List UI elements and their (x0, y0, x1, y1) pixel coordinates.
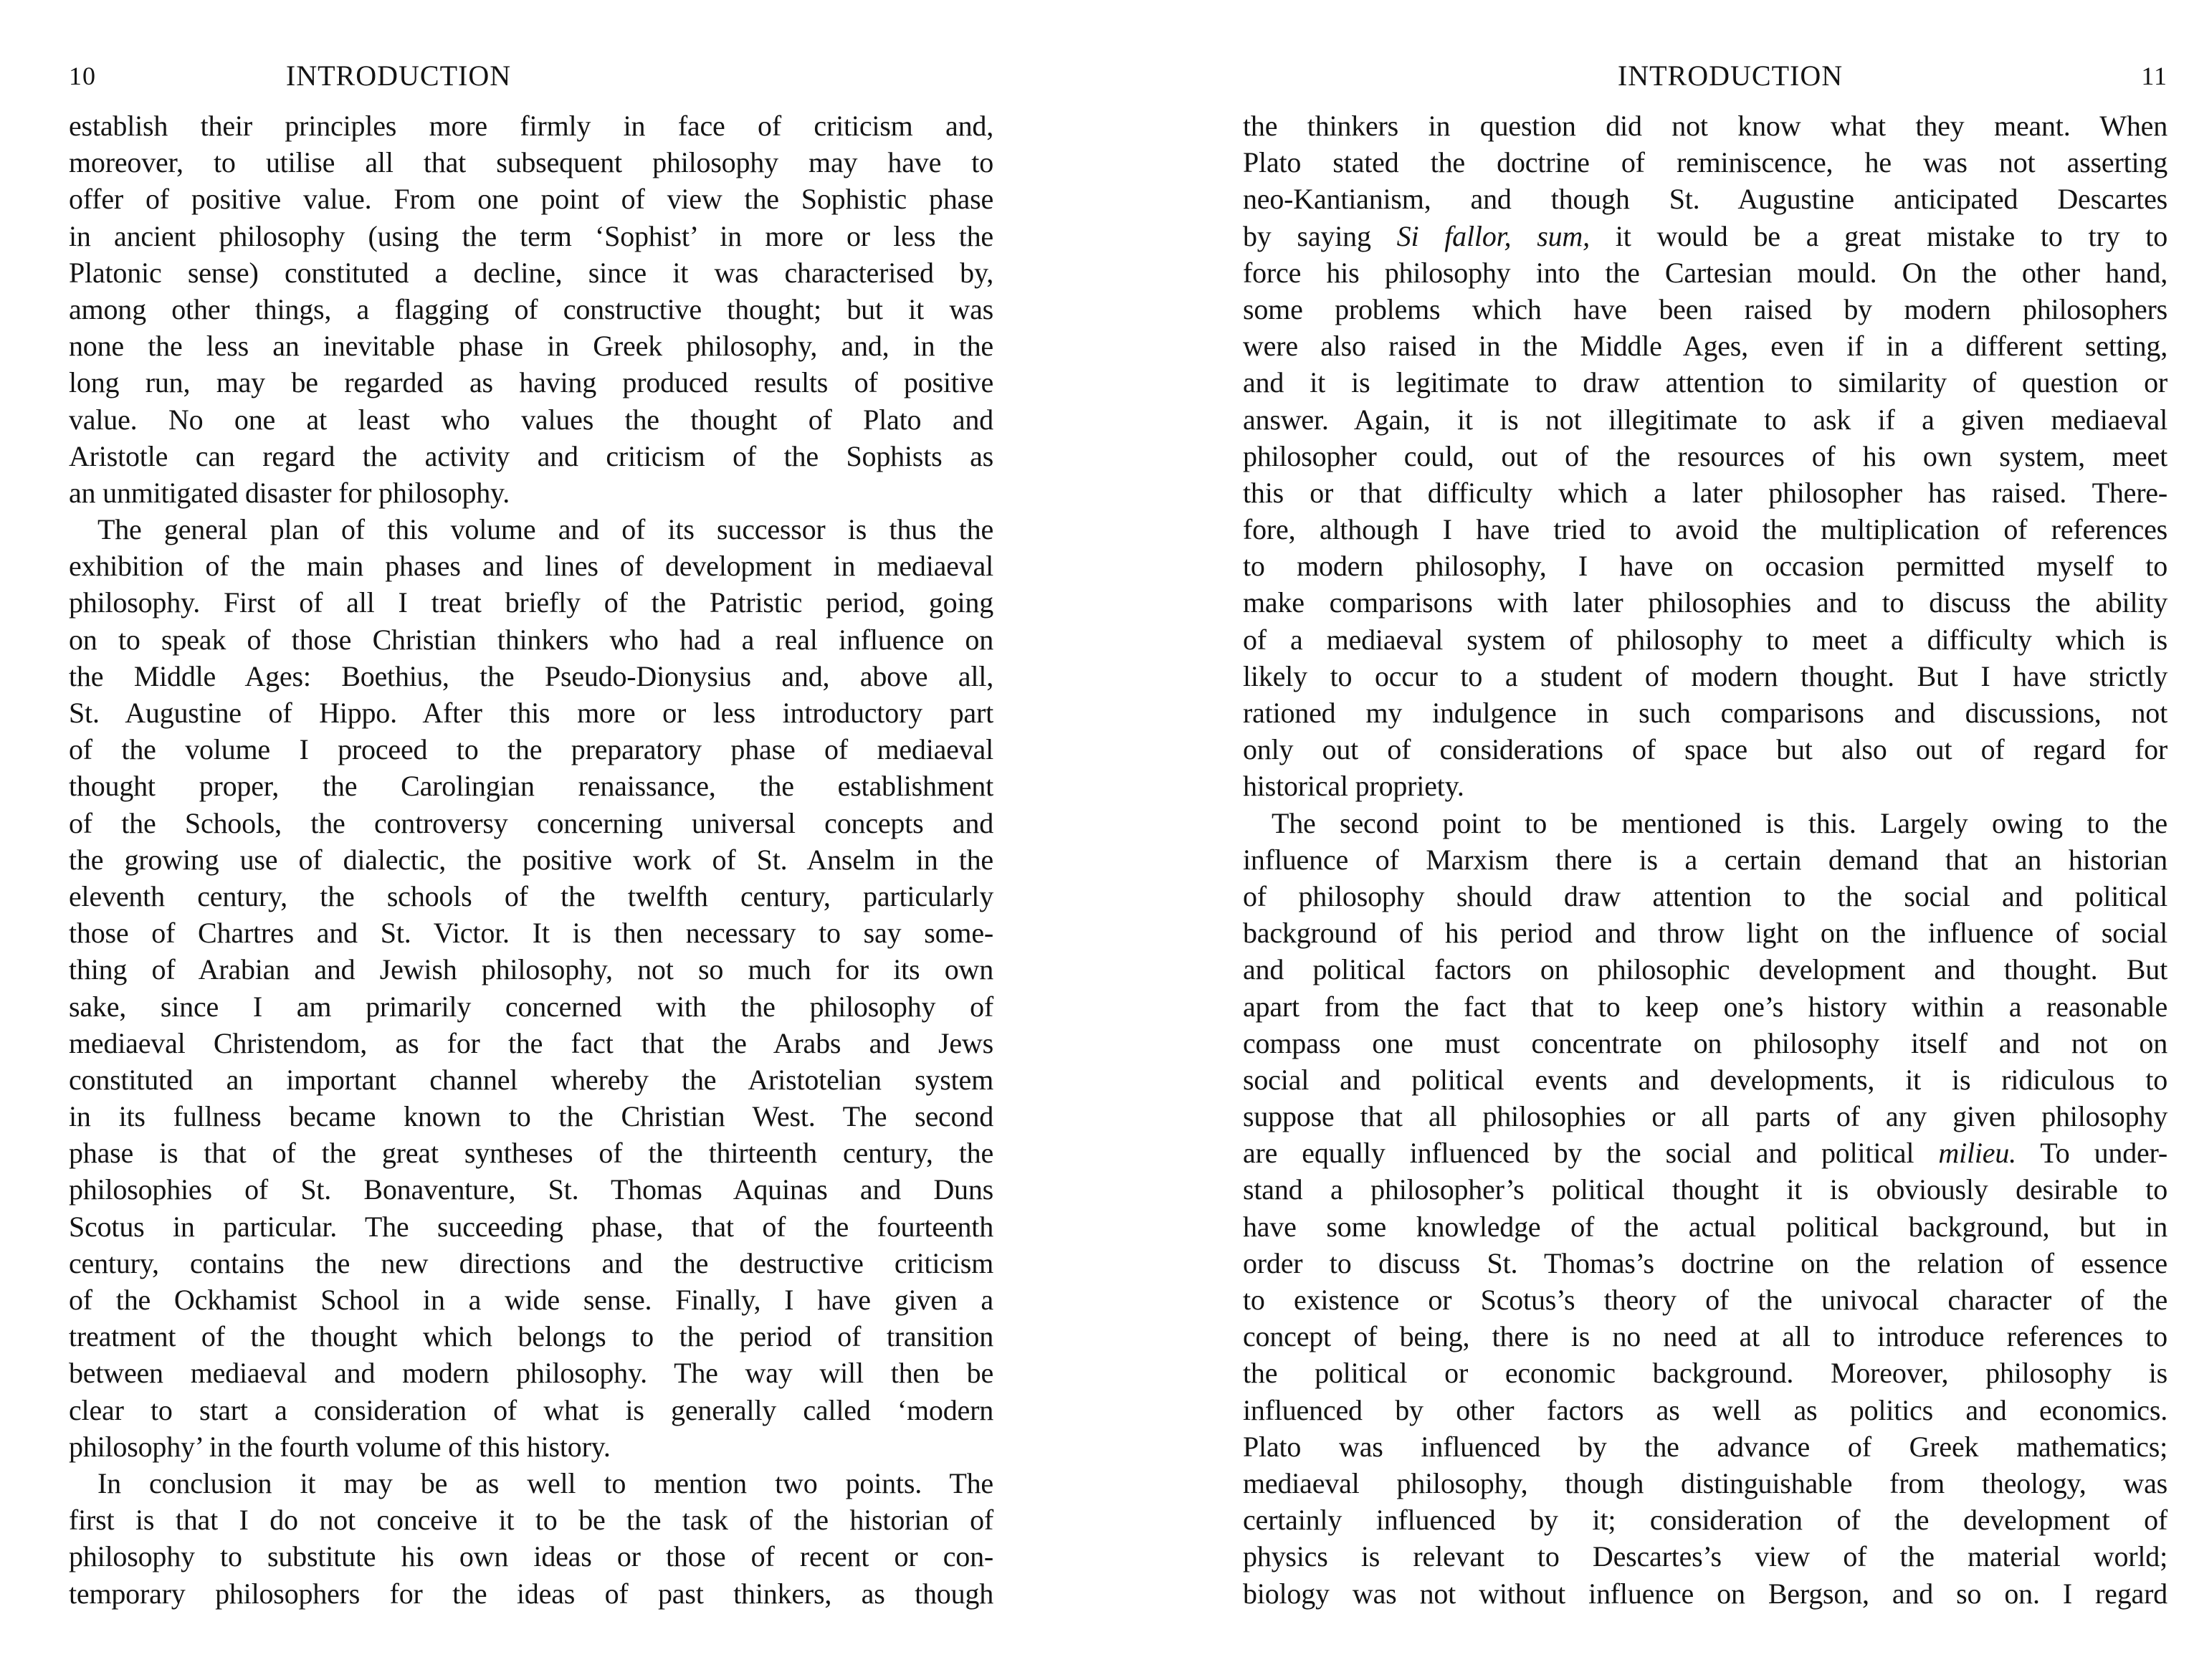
text-line: philosophy to substitute his own ideas or those of recent or con- (69, 1540, 993, 1573)
right-page-number: 11 (2141, 62, 2167, 90)
text-line: in ancient philosophy (using the term ‘Sophist’ in more or less the (69, 219, 993, 252)
text-line: of the Ockhamist School in a wide sense. Finally, I have given a (69, 1284, 993, 1316)
text-line: this or that difficulty which a later philosopher has raised. There- (1243, 476, 2167, 509)
text-line: the growing use of dialectic, the positive work of St. Anselm in the (69, 843, 993, 876)
text-line: answer. Again, it is not illegitimate to ask if a given mediaeval (1243, 403, 2167, 436)
text-line: to existence or Scotus’s theory of the univocal character of the (1243, 1284, 2167, 1316)
text-line: influence of Marxism there is a certain demand that an historian (1243, 843, 2167, 876)
text-line: St. Augustine of Hippo. After this more or less introductory part (69, 697, 993, 729)
text-line: philosophies of St. Bonaventure, St. Thomas Aquinas and Duns (69, 1173, 993, 1206)
text-line: constituted an important channel whereby the Aristotelian system (69, 1063, 993, 1096)
left-page-number: 10 (69, 62, 96, 90)
line-fragment: by saying (1243, 219, 1397, 252)
text-line: historical propriety. (1243, 770, 1464, 803)
text-line: mediaeval Christendom, as for the fact that the Arabs and Jews (69, 1026, 993, 1059)
right-page-body (1243, 108, 2167, 1612)
text-line: Plato was influenced by the advance of Greek mathematics; (1243, 1430, 2167, 1463)
line-fragment: it would be a great mistake to try to (1589, 219, 2167, 252)
text-line: philosophy’ in the fourth volume of this history. (69, 1430, 611, 1463)
text-line: compass one must concentrate on philosophy itself and not on (1243, 1026, 2167, 1059)
text-line: temporary philosophers for the ideas of past thinkers, as though (69, 1577, 993, 1610)
left-page (69, 0, 993, 1680)
text-line: thing of Arabian and Jewish philosophy, not so much for its own (69, 953, 993, 986)
text-line: influenced by other factors as well as politics and economics. (1243, 1393, 2167, 1426)
text-line: force his philosophy into the Cartesian mould. On the other hand, (1243, 256, 2167, 289)
text-line: phase is that of the great syntheses of the thirteenth century, the (69, 1137, 993, 1170)
text-line: Platonic sense) constituted a decline, since it was characterised by, (69, 256, 993, 289)
text-line: likely to occur to a student of modern thought. But I have strictly (1243, 659, 2167, 692)
text-line: The general plan of this volume and of its successor is thus the (97, 513, 993, 546)
text-line: on to speak of those Christian thinkers who had a real influence on (69, 623, 993, 656)
text-line: the thinkers in question did not know what they meant. When (1243, 110, 2167, 142)
text-line: mediaeval philosophy, though distinguishable from theology, was (1243, 1466, 2167, 1499)
text-line: Plato stated the doctrine of reminiscence, he was not asserting (1243, 146, 2167, 179)
text-line: suppose that all philosophies or all parts of any given philosophy (1243, 1100, 2167, 1133)
text-line: only out of considerations of space but also out of regard for (1243, 733, 2167, 766)
text-line: rationed my indulgence in such comparisons and discussions, not (1243, 697, 2167, 729)
text-line (1243, 218, 2167, 254)
text-line: the Middle Ages: Boethius, the Pseudo-Dionysius and, above all, (69, 659, 993, 692)
text-line: concept of being, there is no need at all to introduce references to (1243, 1320, 2167, 1353)
text-line: establish their principles more firmly in face of criticism and, (69, 110, 993, 142)
text-line: philosopher could, out of the resources of his own system, meet (1243, 439, 2167, 472)
text-line: philosophy. First of all I treat briefly of the Patristic period, going (69, 586, 993, 619)
text-line: between mediaeval and modern philosophy. The way will then be (69, 1357, 993, 1390)
text-line: Scotus in particular. The succeeding phase, that of the fourteenth (69, 1210, 993, 1243)
text-line: and political factors on philosophic development and thought. But (1243, 953, 2167, 986)
text-line: those of Chartres and St. Victor. It is then necessary to say some- (69, 917, 993, 950)
text-line: biology was not without influence on Bergson, and so on. I regard (1243, 1577, 2167, 1610)
line-fragment: are equally influenced by the social and political (1243, 1137, 1939, 1170)
text-line: social and political events and developments, it is ridiculous to (1243, 1063, 2167, 1096)
text-line: some problems which have been raised by modern philosophers (1243, 292, 2167, 325)
text-line: of the volume I proceed to the preparatory phase of mediaeval (69, 733, 993, 766)
text-line: background of his period and throw light on the influence of social (1243, 917, 2167, 950)
text-line: apart from the fact that to keep one’s history within a reasonable (1243, 990, 2167, 1023)
text-line: first is that I do not conceive it to be the task of the historian of (69, 1504, 993, 1537)
text-line: make comparisons with later philosophies and to discuss the ability (1243, 586, 2167, 619)
left-page-body (69, 108, 993, 1612)
text-line: physics is relevant to Descartes’s view of the material world; (1243, 1540, 2167, 1573)
text-line: an unmitigated disaster for philosophy. (69, 476, 510, 509)
text-line: exhibition of the main phases and lines of development in mediaeval (69, 550, 993, 583)
text-line: none the less an inevitable phase in Greek philosophy, and, in the (69, 330, 993, 363)
text-line: The second point to be mentioned is this. Largely owing to the (1272, 806, 2167, 839)
text-line: were also raised in the Middle Ages, even if in a different setting, (1243, 330, 2167, 363)
text-line: to modern philosophy, I have on occasion permitted myself to (1243, 550, 2167, 583)
text-line: offer of positive value. From one point of view the Sophistic phase (69, 183, 993, 216)
text-line: sake, since I am primarily concerned with the philosophy of (69, 990, 993, 1023)
text-line: thought proper, the Carolingian renaissance, the establishment (69, 770, 993, 803)
text-line: certainly influenced by it; consideration of the development of (1243, 1504, 2167, 1537)
text-line: of a mediaeval system of philosophy to meet a difficulty which is (1243, 623, 2167, 656)
text-line: In conclusion it may be as well to mention two points. The (97, 1466, 993, 1499)
text-line: moreover, to utilise all that subsequent philosophy may have to (69, 146, 993, 179)
text-line: value. No one at least who values the thought of Plato and (69, 403, 993, 436)
text-line: the political or economic background. Moreover, philosophy is (1243, 1357, 2167, 1390)
text-line: among other things, a flagging of constructive thought; but it was (69, 292, 993, 325)
right-page (1243, 0, 2167, 1680)
italic-phrase: Si fallor, sum, (1396, 219, 1590, 252)
text-line: eleventh century, the schools of the twelfth century, particularly (69, 879, 993, 912)
text-line: long run, may be regarded as having produced results of positive (69, 366, 993, 399)
text-line: clear to start a consideration of what is generally called ‘modern (69, 1393, 993, 1426)
text-line: fore, although I have tried to avoid the multiplication of references (1243, 513, 2167, 546)
right-running-title: INTRODUCTION (1617, 59, 1844, 92)
text-line: in its fullness became known to the Christian West. The second (69, 1100, 993, 1133)
right-running-head (1243, 56, 2167, 96)
line-fragment: To under- (2016, 1137, 2167, 1170)
text-line: and it is legitimate to draw attention to similarity of question or (1243, 366, 2167, 399)
italic-phrase: milieu. (1938, 1137, 2016, 1170)
text-line: neo-Kantianism, and though St. Augustine anticipated Descartes (1243, 183, 2167, 216)
text-line: Aristotle can regard the activity and criticism of the Sophists as (69, 439, 993, 472)
text-line: of the Schools, the controversy concerning universal concepts and (69, 806, 993, 839)
text-line: stand a philosopher’s political thought it is obviously desirable to (1243, 1173, 2167, 1206)
text-line: order to discuss St. Thomas’s doctrine on the relation of essence (1243, 1246, 2167, 1279)
text-line: century, contains the new directions and the destructive criticism (69, 1246, 993, 1279)
text-line: treatment of the thought which belongs to the period of transition (69, 1320, 993, 1353)
left-running-title: INTRODUCTION (285, 59, 512, 92)
text-line: have some knowledge of the actual political background, but in (1243, 1210, 2167, 1243)
left-running-head (69, 56, 993, 96)
text-line: of philosophy should draw attention to the social and political (1243, 879, 2167, 912)
text-line (1243, 1135, 2167, 1171)
